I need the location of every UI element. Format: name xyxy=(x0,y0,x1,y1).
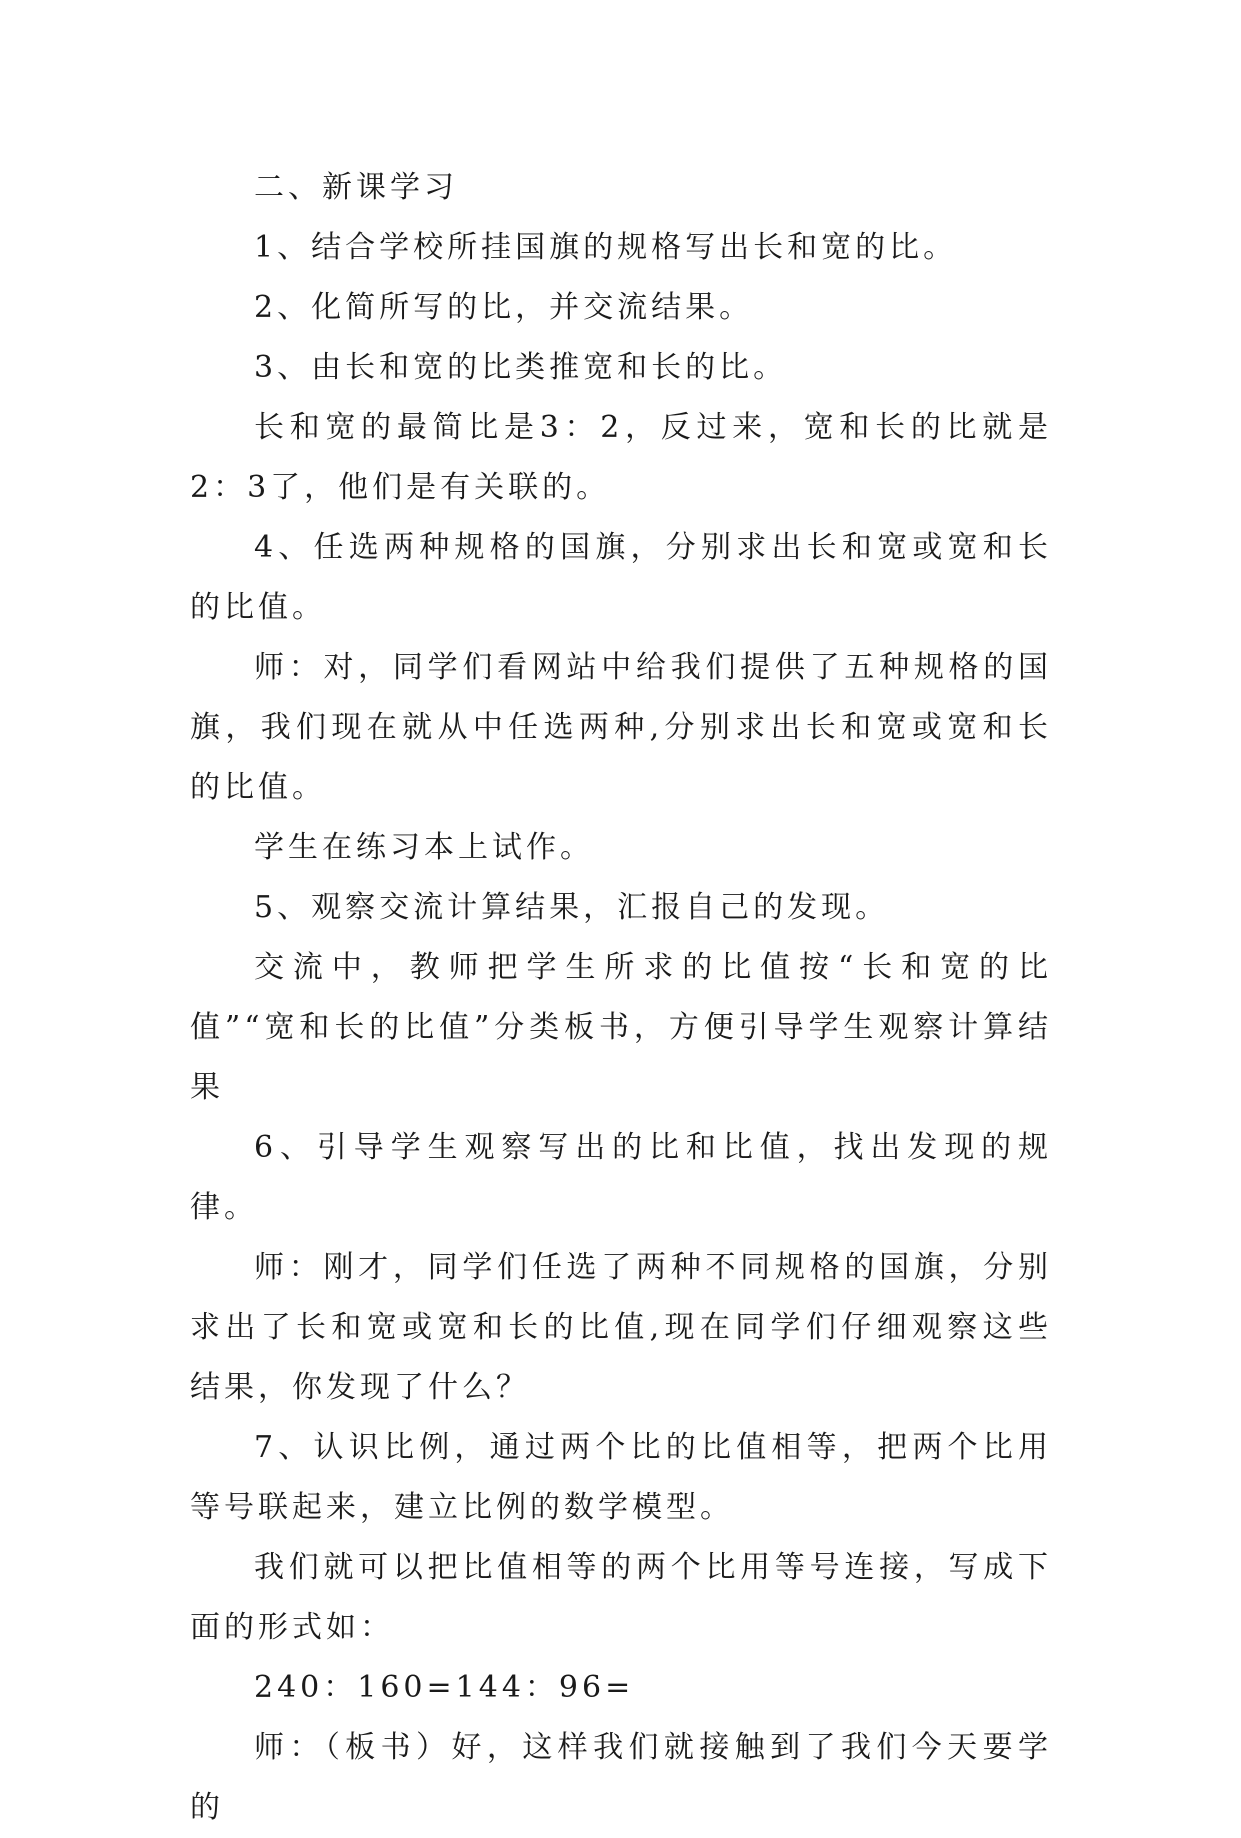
paragraph: 5、观察交流计算结果，汇报自己的发现。 xyxy=(254,890,890,925)
paragraph: 6、引导学生观察写出的比和比值，找出发现的规律。 xyxy=(190,1130,1052,1225)
paragraph: 3、由长和宽的比类推宽和长的比。 xyxy=(254,350,788,385)
paragraph: 师：刚才，同学们任选了两种不同规格的国旗，分别求出了长和宽或宽和长的比值,现在同学们仔细观察这些结果，你发现了什么？ xyxy=(190,1250,1052,1405)
paragraph: 我们就可以把比值相等的两个比用等号连接，写成下面的形式如： xyxy=(190,1550,1052,1645)
document-body xyxy=(190,158,1052,1838)
paragraph: 师：（板书）好，这样我们就接触到了我们今天要学的 xyxy=(190,1730,1052,1825)
section-heading: 二、新课学习 xyxy=(254,170,458,205)
paragraph: 师：对，同学们看网站中给我们提供了五种规格的国旗，我们现在就从中任选两种,分别求出长和宽或宽和长的比值。 xyxy=(190,650,1052,805)
paragraph: 学生在练习本上试作。 xyxy=(254,830,594,865)
ratio-equation: 240：160=144：96= xyxy=(254,1670,635,1705)
paragraph: 长和宽的最简比是3：2，反过来，宽和长的比就是2：3了，他们是有关联的。 xyxy=(190,410,1052,505)
paragraph: 4、任选两种规格的国旗，分别求出长和宽或宽和长的比值。 xyxy=(190,530,1052,625)
paragraph: 交流中，教师把学生所求的比值按“长和宽的比值”“宽和长的比值”分类板书，方便引导学生观察计算结果 xyxy=(190,950,1052,1105)
paragraph: 2、化简所写的比，并交流结果。 xyxy=(254,290,754,325)
paragraph: 1、结合学校所挂国旗的规格写出长和宽的比。 xyxy=(254,230,958,265)
paragraph: 7、认识比例，通过两个比的比值相等，把两个比用等号联起来，建立比例的数学模型。 xyxy=(190,1430,1052,1525)
